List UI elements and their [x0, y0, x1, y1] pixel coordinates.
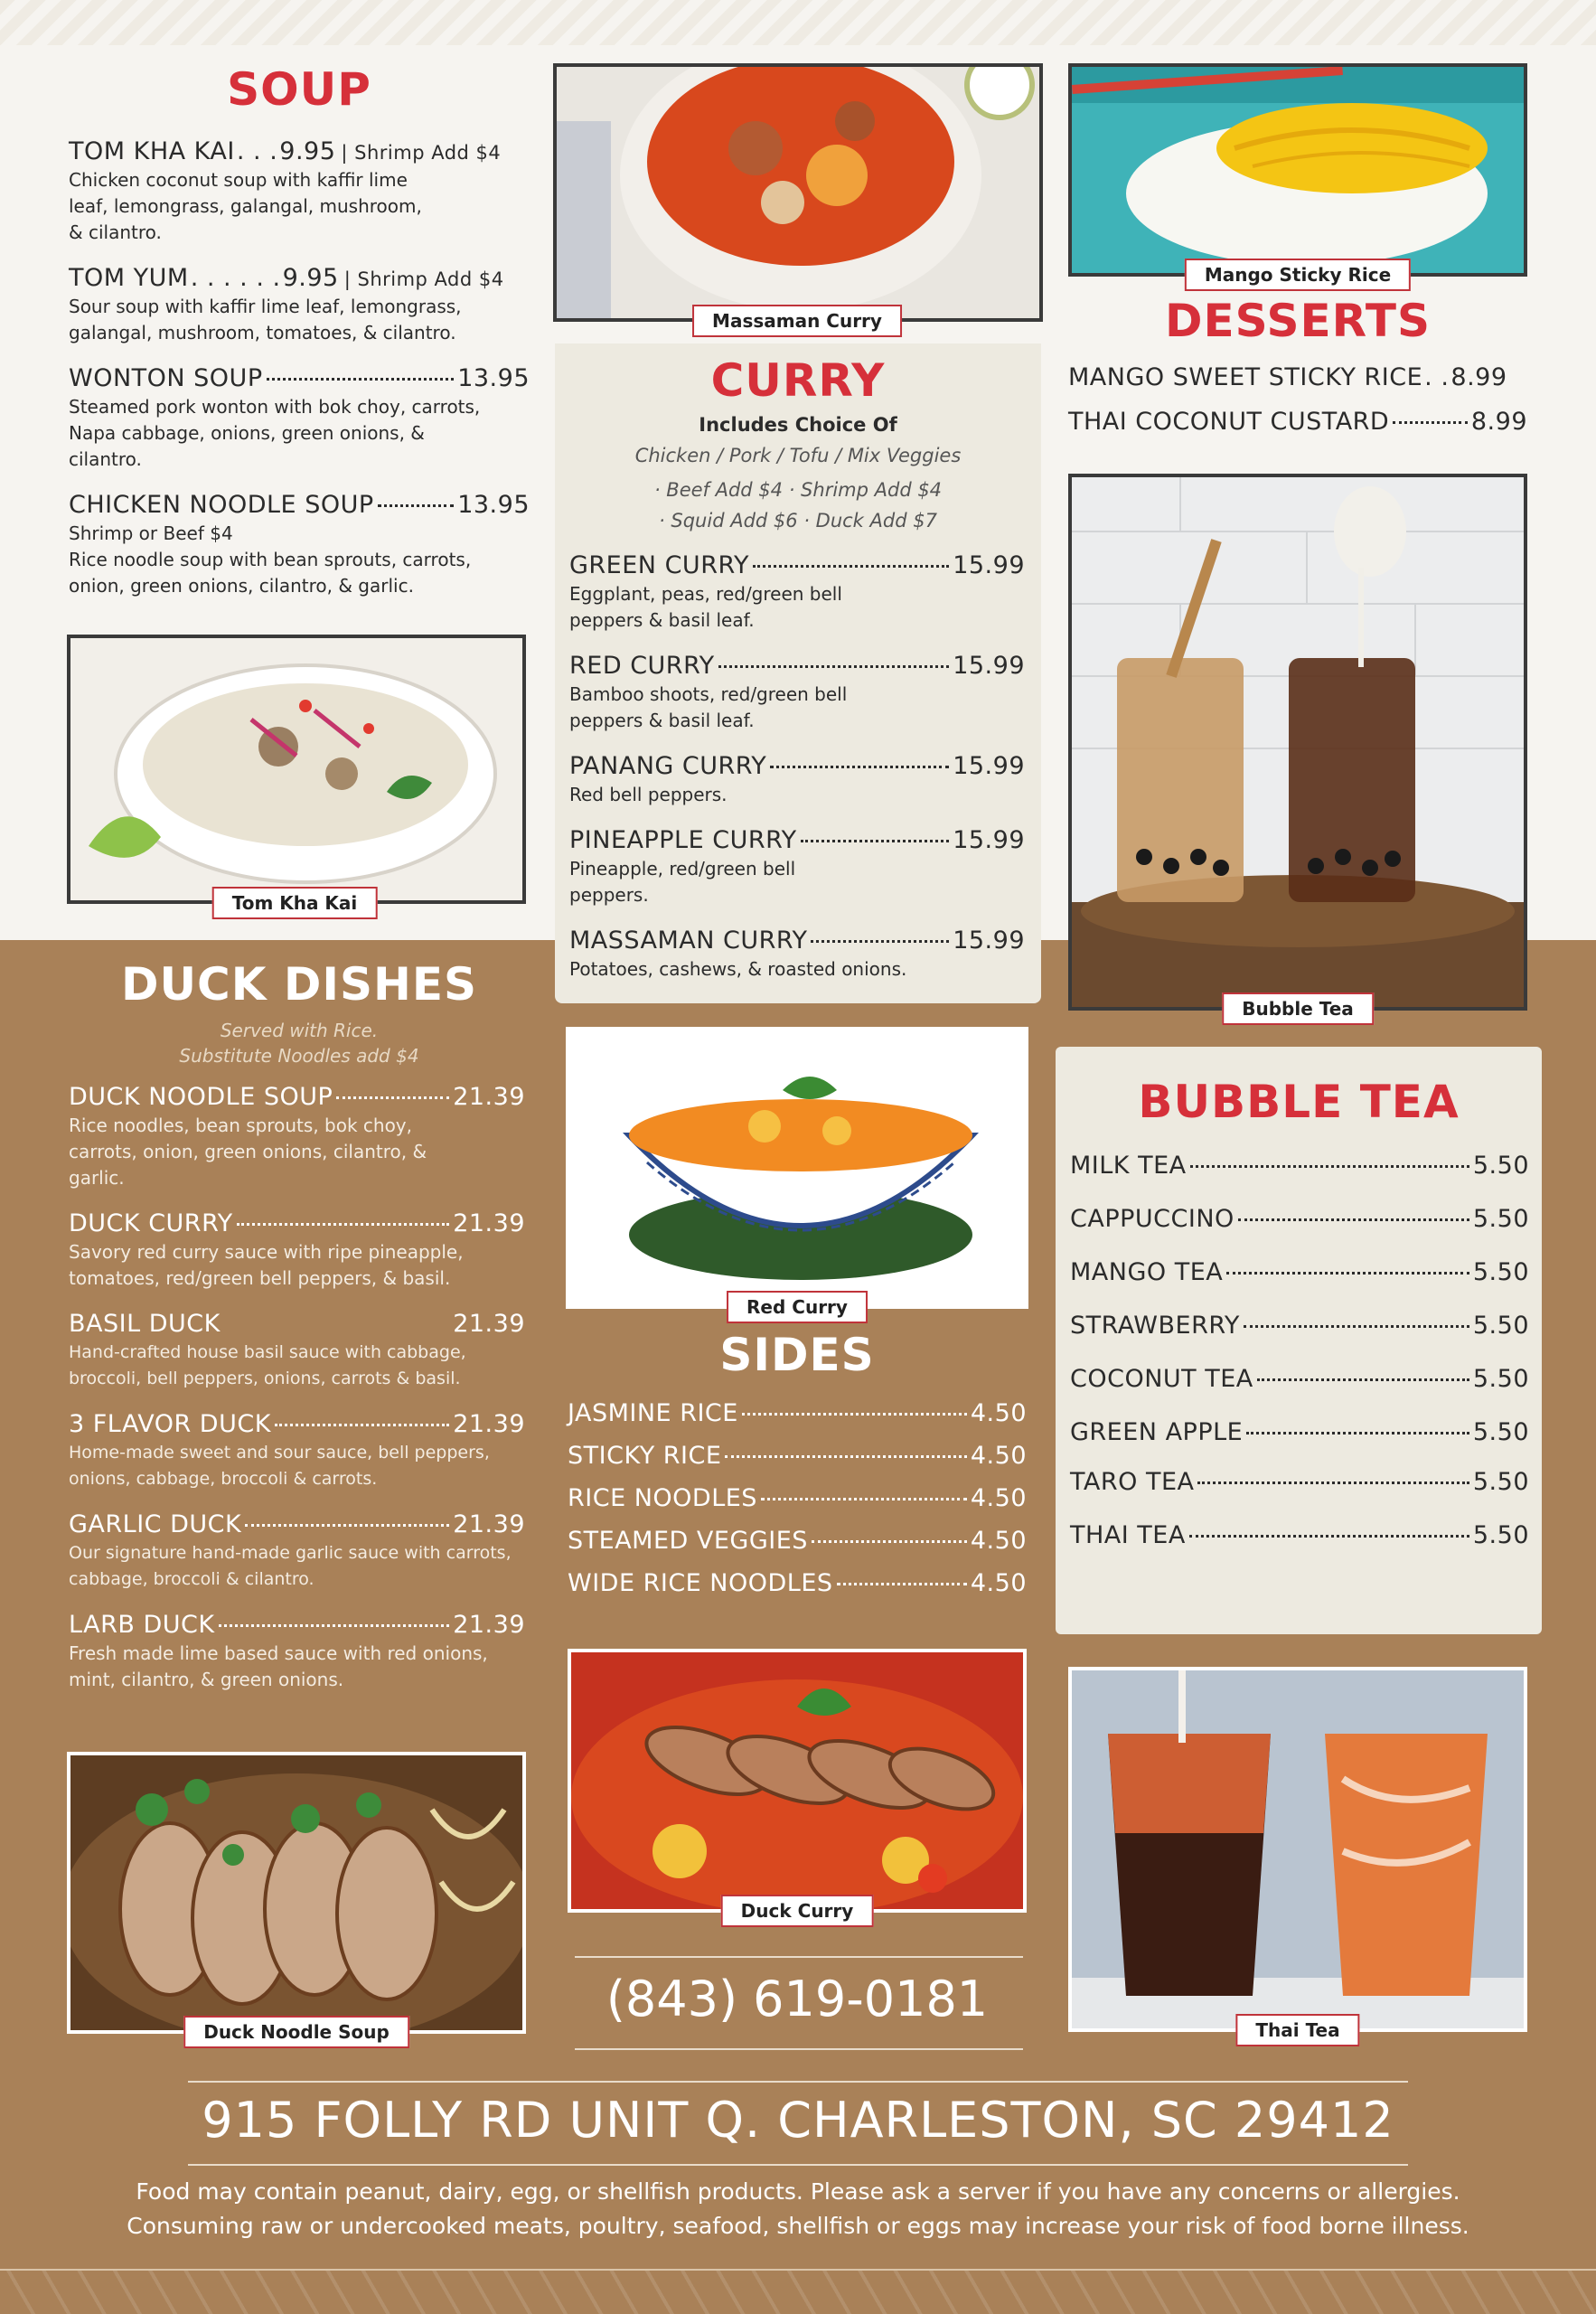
- menu-item: [1070, 1205, 1529, 1233]
- item-price: 15.99: [953, 551, 1025, 579]
- address-rule-bottom: [188, 2164, 1408, 2166]
- menu-item: TOM KHA KAI . . . 9.95 | Shrimp Add $4 Chicken coconut soup with kaffir lime leaf, lemongrass, galangal, mushroom, & cilantro.: [69, 137, 530, 246]
- item-desc: Sour soup with kaffir lime leaf, lemongrass, galangal, mushroom, tomatoes, & cilantro.: [69, 296, 462, 343]
- menu-item: [1068, 408, 1527, 436]
- bubble-tea-title: BUBBLE TEA: [1138, 1076, 1460, 1128]
- menu-item: [1070, 1312, 1529, 1340]
- item-name: STICKY RICE: [568, 1442, 722, 1470]
- bubble-tea-illustration: [1072, 477, 1524, 1007]
- curry-choice-heading: Includes Choice Of: [699, 414, 897, 436]
- item-name: RED CURRY: [569, 652, 715, 680]
- item-extra: | Shrimp Add $4: [341, 142, 502, 164]
- item-price: 15.99: [953, 927, 1025, 955]
- item-name: GREEN APPLE: [1070, 1418, 1244, 1446]
- item-extra: | Shrimp Add $4: [343, 268, 504, 290]
- item-price: 13.95: [457, 364, 530, 392]
- bottom-border-pattern: [0, 2269, 1596, 2314]
- red-curry-illustration: [566, 1027, 1028, 1309]
- curry-title: CURRY: [710, 354, 886, 407]
- item-name: THAI TEA: [1070, 1521, 1186, 1549]
- menu-item: [1070, 1152, 1529, 1180]
- item-price: 21.39: [453, 1083, 525, 1111]
- item-price: 15.99: [953, 826, 1025, 854]
- item-name: MASSAMAN CURRY: [569, 927, 808, 955]
- mango-sticky-rice-photo: [1068, 63, 1527, 277]
- curry-bowl-illustration: [557, 67, 1039, 318]
- soup-bowl-illustration: [70, 638, 522, 900]
- desserts-title: DESSERTS: [1165, 295, 1431, 347]
- item-price: 21.39: [453, 1410, 525, 1438]
- item-desc: Savory red curry sauce with ripe pineapple, tomatoes, red/green bell peppers, & basil.: [69, 1241, 464, 1289]
- item-desc: Red bell peppers.: [569, 784, 728, 805]
- caption-red-curry: Red Curry: [727, 1291, 868, 1323]
- item-price: 5.50: [1472, 1521, 1529, 1549]
- soup-list: [69, 137, 530, 617]
- item-desc: Bamboo shoots, red/green bell peppers & basil leaf.: [569, 683, 848, 731]
- caption-duck-curry: Duck Curry: [721, 1895, 874, 1927]
- item-name: 3 FLAVOR DUCK: [69, 1410, 271, 1438]
- duck-curry-photo: [568, 1649, 1027, 1913]
- item-price: 5.50: [1472, 1205, 1529, 1233]
- curry-choice-addons-2: · Squid Add $6 · Duck Add $7: [659, 510, 937, 531]
- menu-item: [1070, 1258, 1529, 1286]
- item-price: 8.99: [1450, 363, 1507, 391]
- soup-title: SOUP: [227, 63, 371, 116]
- item-price: 8.99: [1470, 408, 1527, 436]
- item-name: WONTON SOUP: [69, 364, 263, 392]
- menu-item: [569, 652, 1025, 734]
- food-safety-disclaimer: Consuming raw or undercooked meats, poultry, seafood, shellfish or eggs may increase your risk of food borne illness.: [127, 2213, 1469, 2239]
- item-name: STRAWBERRY: [1070, 1312, 1240, 1340]
- curry-choice-addons-1: · Beef Add $4 · Shrimp Add $4: [653, 479, 943, 501]
- duck-noodle-soup-photo: [67, 1752, 526, 2034]
- duck-noodle-illustration: [70, 1755, 522, 2030]
- caption-tom-kha-kai: Tom Kha Kai: [212, 887, 378, 919]
- thai-tea-photo: [1068, 1667, 1527, 2032]
- item-name: COCONUT TEA: [1070, 1365, 1253, 1393]
- caption-bubble-tea: Bubble Tea: [1222, 992, 1374, 1025]
- item-name: CHICKEN NOODLE SOUP: [69, 491, 374, 519]
- item-desc: Chicken coconut soup with kaffir lime leaf, lemongrass, galangal, mushroom, & cilantro.: [69, 169, 422, 243]
- menu-item: [568, 1527, 1027, 1555]
- item-price: 21.39: [453, 1510, 525, 1538]
- item-name: GARLIC DUCK: [69, 1510, 242, 1538]
- desserts-list: [1068, 363, 1527, 454]
- item-price: 21.39: [453, 1310, 525, 1338]
- menu-item: [69, 1611, 525, 1693]
- curry-choice-proteins: Chicken / Pork / Tofu / Mix Veggies: [634, 445, 962, 466]
- menu-item: [69, 1510, 525, 1593]
- menu-item: [69, 1209, 525, 1292]
- menu-item: [569, 927, 1025, 983]
- duck-title: DUCK DISHES: [120, 958, 478, 1011]
- allergy-disclaimer: Food may contain peanut, dairy, egg, or shellfish products. Please ask a server if you have any concerns or allergies.: [136, 2178, 1460, 2205]
- duck-note-rice: Served with Rice.: [220, 1020, 379, 1041]
- item-name: GREEN CURRY: [569, 551, 749, 579]
- item-price: 5.50: [1472, 1468, 1529, 1496]
- item-price: 4.50: [970, 1484, 1027, 1512]
- item-desc: Hand-crafted house basil sauce with cabbage, broccoli, bell peppers, onions, carrots & basil.: [69, 1342, 466, 1388]
- caption-massaman-curry: Massaman Curry: [692, 305, 902, 337]
- item-price: 9.95: [282, 264, 339, 292]
- item-name: PANANG CURRY: [569, 752, 767, 780]
- red-curry-photo: [566, 1027, 1028, 1309]
- item-desc: Rice noodle soup with bean sprouts, carrots, onion, green onions, cilantro, & garlic.: [69, 549, 472, 597]
- item-subdesc: Shrimp or Beef $4: [69, 522, 233, 544]
- item-price: 5.50: [1472, 1152, 1529, 1180]
- item-desc: Our signature hand-made garlic sauce with carrots, cabbage, broccoli & cilantro.: [69, 1543, 512, 1589]
- menu-item: MANGO SWEET STICKY RICE . . 8.99: [1068, 363, 1507, 391]
- item-price: 4.50: [970, 1399, 1027, 1427]
- menu-item: TOM YUM . . . . . . 9.95 | Shrimp Add $4 Sour soup with kaffir lime leaf, lemongrass, galangal, mushroom, tomatoes, & cilantro.: [69, 264, 530, 346]
- item-price: 5.50: [1472, 1365, 1529, 1393]
- item-name: MANGO SWEET STICKY RICE: [1068, 363, 1423, 391]
- item-price: 13.95: [457, 491, 530, 519]
- phone-rule-bottom: [575, 2048, 1023, 2050]
- phone-rule-top: [575, 1956, 1023, 1958]
- item-desc: Pineapple, red/green bell peppers.: [569, 858, 796, 906]
- item-name: JASMINE RICE: [568, 1399, 738, 1427]
- caption-mango-sticky-rice: Mango Sticky Rice: [1185, 259, 1411, 291]
- bubble-tea-photo: [1068, 474, 1527, 1011]
- menu-item: [69, 1410, 525, 1492]
- item-name: STEAMED VEGGIES: [568, 1527, 808, 1555]
- top-border-pattern: [0, 0, 1596, 45]
- menu-item: [69, 364, 530, 473]
- item-name: MILK TEA: [1070, 1152, 1187, 1180]
- mango-rice-illustration: [1072, 67, 1524, 273]
- item-price: 4.50: [970, 1527, 1027, 1555]
- caption-thai-tea: Thai Tea: [1235, 2014, 1359, 2046]
- menu-item: [1070, 1468, 1529, 1496]
- caption-duck-noodle-soup: Duck Noodle Soup: [183, 2016, 409, 2048]
- menu-item: [568, 1484, 1027, 1512]
- tom-kha-kai-photo: [67, 635, 526, 904]
- menu-item: [568, 1399, 1027, 1427]
- item-name: TOM YUM: [69, 264, 189, 292]
- menu-item: [69, 1083, 525, 1191]
- massaman-curry-photo: [553, 63, 1043, 322]
- item-desc: Rice noodles, bean sprouts, bok choy, carrots, onion, green onions, cilantro, & garlic.: [69, 1115, 427, 1189]
- item-name: THAI COCONUT CUSTARD: [1068, 408, 1390, 436]
- item-name: RICE NOODLES: [568, 1484, 757, 1512]
- menu-item: [1070, 1521, 1529, 1549]
- item-name: DUCK CURRY: [69, 1209, 233, 1237]
- item-price: 5.50: [1472, 1312, 1529, 1340]
- item-price: 21.39: [453, 1611, 525, 1639]
- sides-title: SIDES: [719, 1329, 875, 1381]
- item-price: 15.99: [953, 752, 1025, 780]
- menu-item: [569, 752, 1025, 808]
- item-name: TOM KHA KAI: [69, 137, 235, 165]
- item-price: 4.50: [970, 1569, 1027, 1597]
- item-name: BASIL DUCK: [69, 1310, 221, 1338]
- item-name: WIDE RICE NOODLES: [568, 1569, 833, 1597]
- item-name: CAPPUCCINO: [1070, 1205, 1235, 1233]
- duck-note-noodles: Substitute Noodles add $4: [179, 1045, 419, 1067]
- item-desc: Potatoes, cashews, & roasted onions.: [569, 958, 907, 980]
- item-desc: Home-made sweet and sour sauce, bell peppers, onions, cabbage, broccoli & carrots.: [69, 1443, 490, 1489]
- address-rule-top: [188, 2081, 1408, 2083]
- duck-curry-illustration: [571, 1652, 1023, 1909]
- thai-tea-illustration: [1072, 1670, 1524, 2028]
- bubble-tea-list: [1070, 1152, 1529, 1549]
- menu-item: [69, 1310, 525, 1392]
- item-price: 15.99: [953, 652, 1025, 680]
- curry-list: [569, 551, 1025, 1001]
- item-desc: Fresh made lime based sauce with red onions, mint, cilantro, & green onions.: [69, 1642, 488, 1690]
- item-price: 4.50: [970, 1442, 1027, 1470]
- menu-item: [569, 551, 1025, 634]
- menu-item: [1070, 1418, 1529, 1446]
- item-price: 9.95: [279, 137, 336, 165]
- item-name: DUCK NOODLE SOUP: [69, 1083, 333, 1111]
- item-name: MANGO TEA: [1070, 1258, 1224, 1286]
- menu-item: [568, 1569, 1027, 1597]
- menu-item: [569, 826, 1025, 908]
- item-name: PINEAPPLE CURRY: [569, 826, 797, 854]
- duck-list: [69, 1083, 525, 1711]
- item-price: 5.50: [1472, 1418, 1529, 1446]
- menu-item: [1070, 1365, 1529, 1393]
- item-price: 21.39: [453, 1209, 525, 1237]
- item-desc: Steamed pork wonton with bok choy, carrots, Napa cabbage, onions, green onions, & cilantro.: [69, 396, 481, 470]
- sides-list: [568, 1399, 1027, 1612]
- item-desc: Eggplant, peas, red/green bell peppers & basil leaf.: [569, 583, 842, 631]
- menu-item: [568, 1442, 1027, 1470]
- address: 915 FOLLY RD UNIT Q. CHARLESTON, SC 29412: [202, 2092, 1394, 2149]
- item-name: LARB DUCK: [69, 1611, 215, 1639]
- item-name: TARO TEA: [1070, 1468, 1195, 1496]
- phone-number[interactable]: (843) 619-0181: [606, 1971, 989, 2027]
- menu-item: [69, 491, 530, 599]
- item-price: 5.50: [1472, 1258, 1529, 1286]
